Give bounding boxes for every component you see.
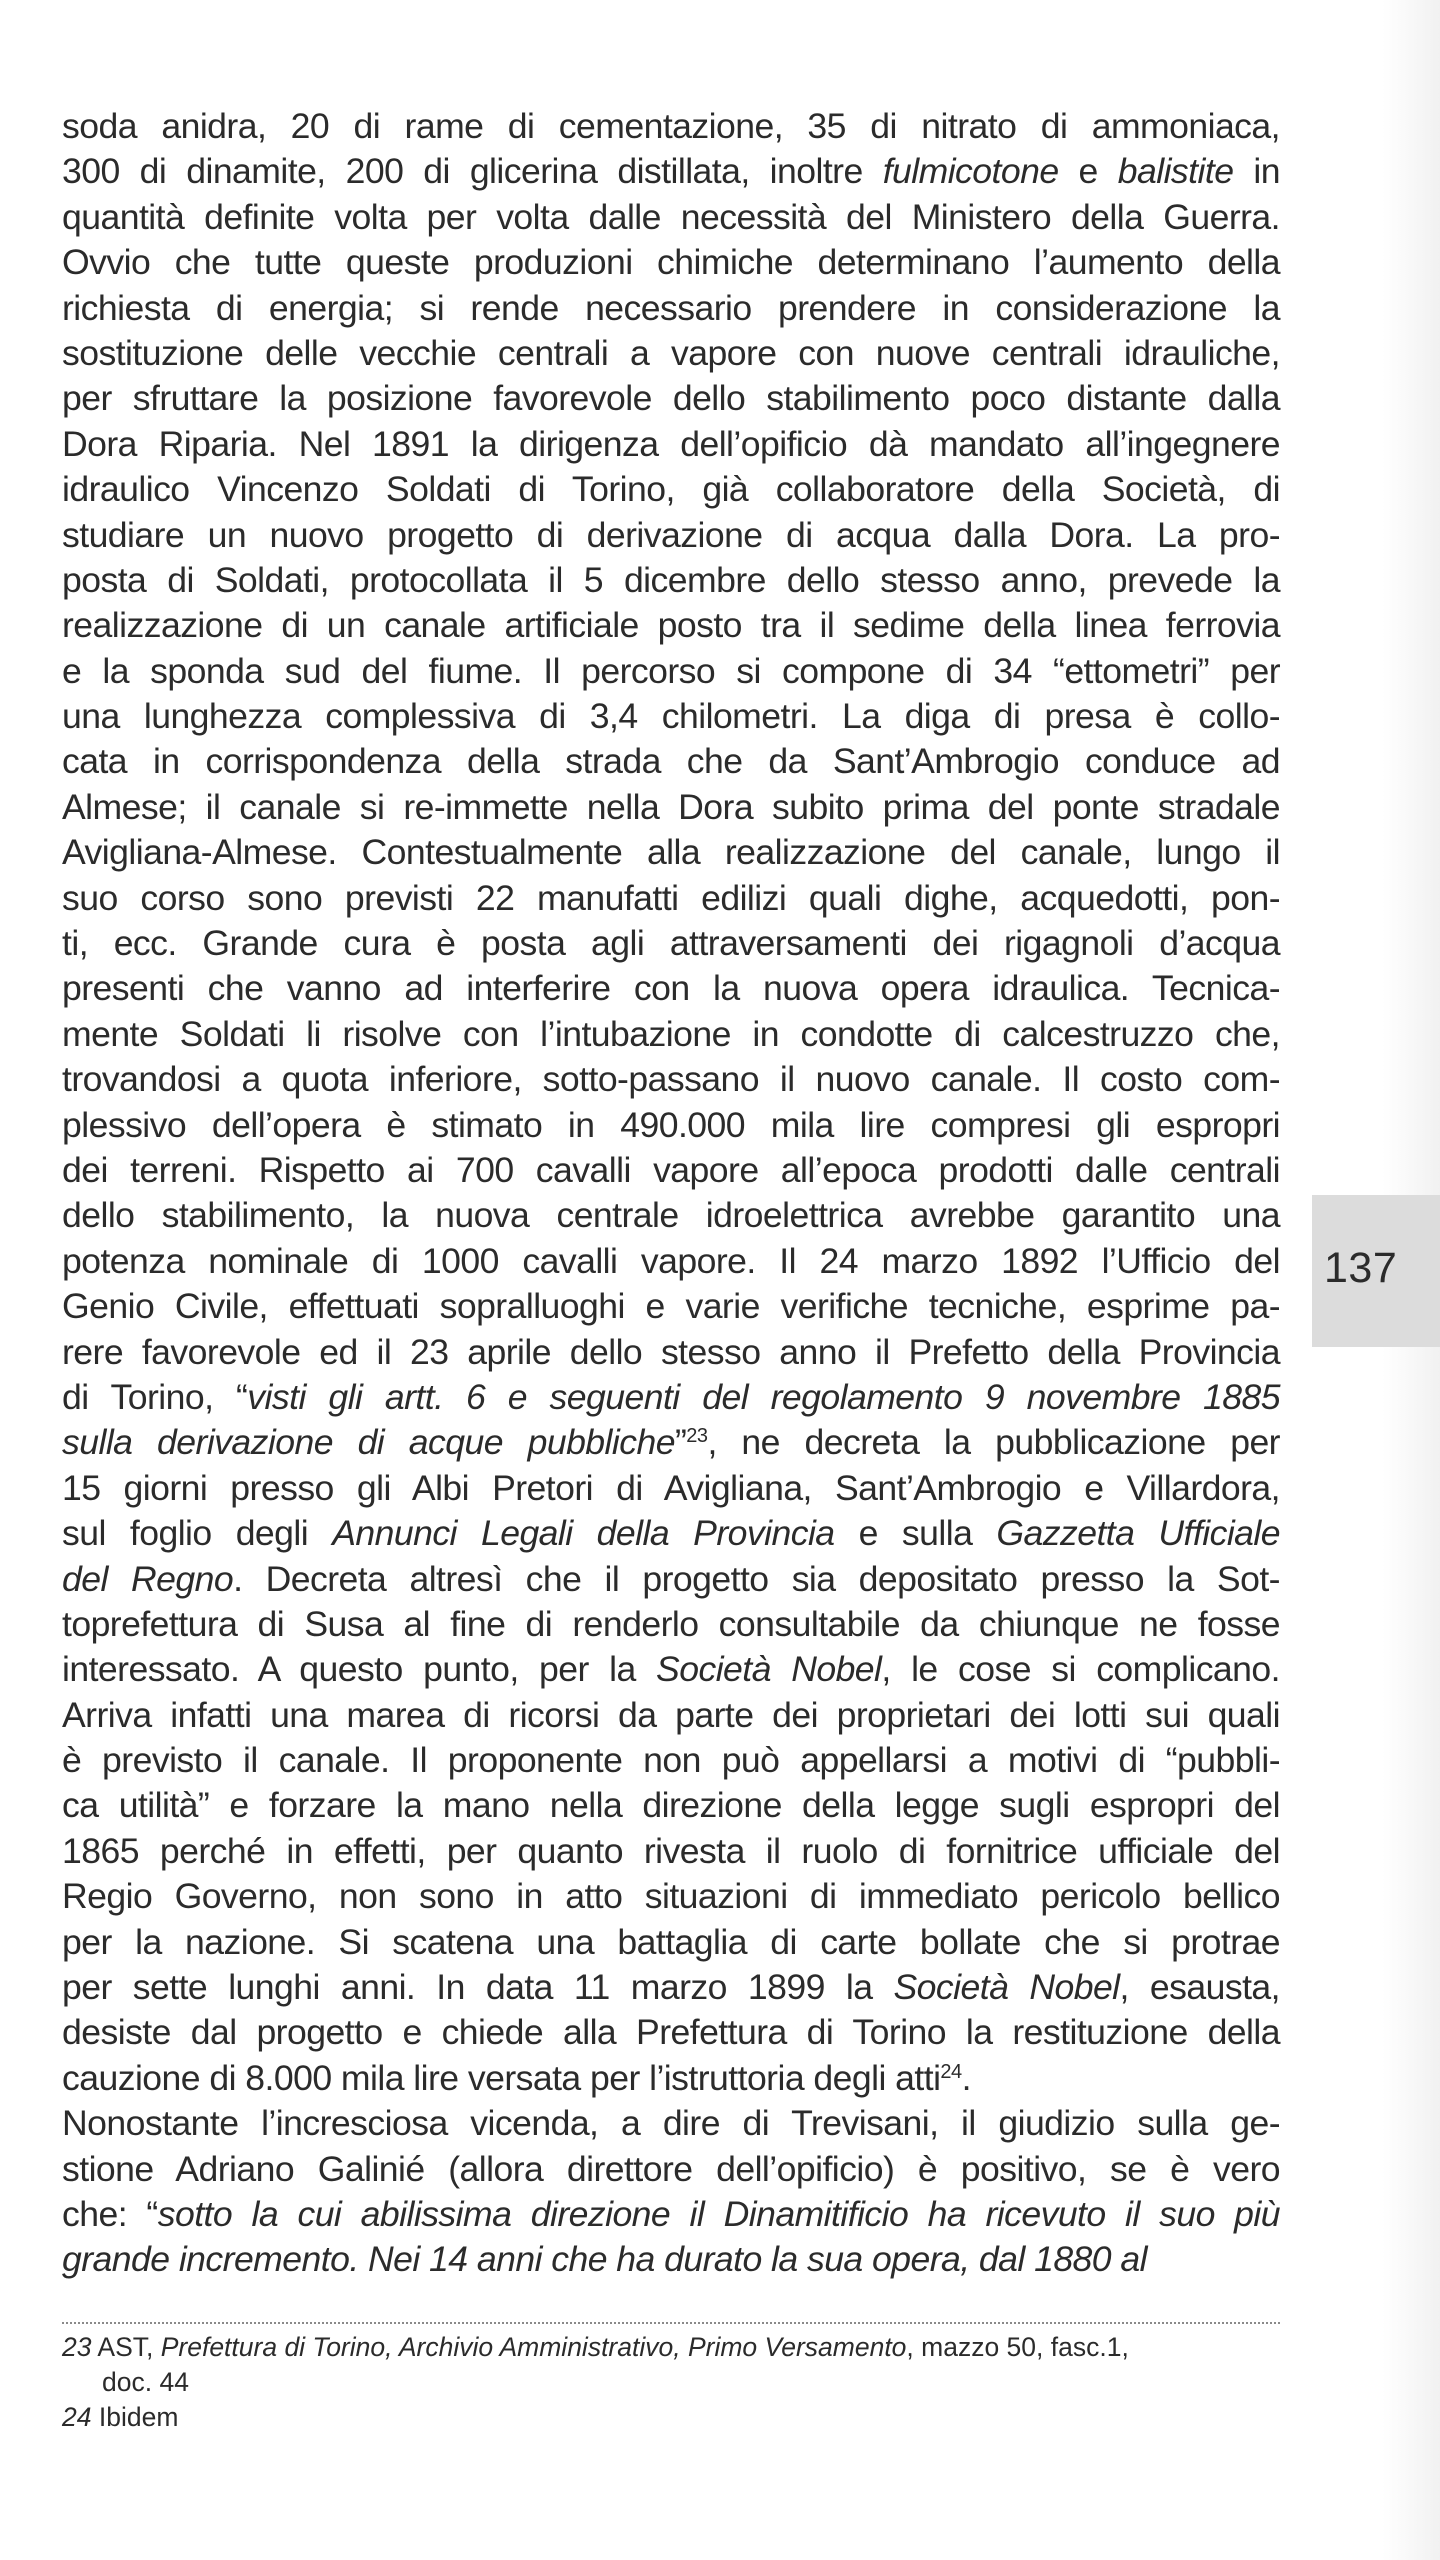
italic-text: sotto la cui abilissima direzione il Dinamitificio ha ricevuto il suo più bbox=[157, 2193, 1281, 2234]
text-segment: per sette lunghi anni. In data 11 marzo 1899 la bbox=[62, 1967, 894, 2008]
text-segment: ” bbox=[674, 1422, 687, 1463]
text-segment: Avigliana-Almese. Contestualmente alla realizzazione del canale, lungo il bbox=[62, 832, 1280, 873]
italic-text: fulmicotone bbox=[882, 151, 1059, 192]
footnote-text: Ibidem bbox=[98, 2402, 179, 2432]
text-line bbox=[62, 1783, 1280, 1828]
text-segment: realizzazione di un canale artificiale posto tra il sedime della linea ferrovia bbox=[62, 605, 1280, 646]
text-segment: . bbox=[961, 2057, 971, 2098]
text-line bbox=[62, 240, 1280, 285]
text-line bbox=[62, 1193, 1280, 1238]
text-segment: una lunghezza complessiva di 3,4 chilometri. La diga di presa è collo- bbox=[62, 696, 1280, 737]
text-line bbox=[62, 104, 1280, 149]
text-line bbox=[62, 1239, 1280, 1284]
text-line bbox=[62, 876, 1280, 921]
text-line bbox=[62, 149, 1280, 194]
text-line bbox=[62, 1920, 1280, 1965]
text-line bbox=[62, 1148, 1280, 1193]
text-segment: Nonostante l’incresciosa vicenda, a dire di Trevisani, il giudizio sulla ge- bbox=[62, 2103, 1280, 2144]
text-segment: sul foglio degli bbox=[62, 1513, 333, 1554]
main-body-text bbox=[62, 104, 1280, 2283]
text-segment: e la sponda sud del fiume. Il percorso si compone di 34 “ettometri” per bbox=[62, 650, 1280, 691]
italic-text: Gazzetta Ufficiale bbox=[996, 1513, 1281, 1554]
text-segment: , esausta, bbox=[1119, 1967, 1280, 2008]
text-segment: stione Adriano Galinié (allora direttore dell’opificio) è positivo, se è vero bbox=[62, 2148, 1280, 2189]
text-line bbox=[62, 1829, 1280, 1874]
italic-text: visti gli artt. 6 e seguenti del regolamento 9 novembre 1885 bbox=[247, 1376, 1280, 1417]
footnote-detail: , mazzo 50, fasc.1, bbox=[906, 2332, 1129, 2362]
text-segment: ca utilità” e forzare la mano nella direzione della legge sugli espropri del bbox=[62, 1785, 1280, 1826]
text-segment: presenti che vanno ad interferire con la nuova opera idraulica. Tecnica- bbox=[62, 968, 1280, 1009]
text-segment: sostituzione delle vecchie centrali a vapore con nuove centrali idrauliche, bbox=[62, 332, 1280, 373]
text-segment: cauzione di 8.000 mila lire versata per l’istruttoria degli atti bbox=[62, 2057, 941, 2098]
text-line bbox=[62, 376, 1280, 421]
text-line bbox=[62, 1103, 1280, 1148]
text-line bbox=[62, 195, 1280, 240]
page-number: 137 bbox=[1324, 1244, 1398, 1292]
text-line bbox=[62, 1693, 1280, 1738]
text-line bbox=[62, 1375, 1280, 1420]
text-segment: Genio Civile, effettuati sopralluoghi e varie verifiche tecniche, esprime pa- bbox=[62, 1286, 1280, 1327]
text-segment: e bbox=[1058, 151, 1118, 192]
text-line bbox=[62, 1284, 1280, 1329]
text-segment: di Torino, “ bbox=[62, 1376, 248, 1417]
text-line bbox=[62, 2147, 1280, 2192]
italic-text: balistite bbox=[1117, 151, 1234, 192]
text-line bbox=[62, 694, 1280, 739]
italic-text: Società Nobel bbox=[656, 1649, 882, 1690]
text-line bbox=[62, 1466, 1280, 1511]
text-line bbox=[62, 422, 1280, 467]
footnotes bbox=[62, 2330, 1292, 2435]
text-segment: è previsto il canale. Il proponente non può appellarsi a motivi di “pubbli- bbox=[62, 1740, 1280, 1781]
text-segment: posta di Soldati, protocollata il 5 dicembre dello stesso anno, prevede la bbox=[62, 559, 1280, 600]
text-line bbox=[62, 467, 1280, 512]
text-segment: trovandosi a quota inferiore, sotto-passano il nuovo canale. Il costo com- bbox=[62, 1059, 1280, 1100]
text-line bbox=[62, 558, 1280, 603]
text-segment: quantità definite volta per volta dalle necessità del Ministero della Guerra. bbox=[62, 196, 1280, 237]
text-segment: ti, ecc. Grande cura è posta agli attraversamenti dei rigagnoli d’acqua bbox=[62, 923, 1280, 964]
text-line bbox=[62, 1602, 1280, 1647]
text-segment: plessivo dell’opera è stimato in 490.000 mila lire compresi gli espropri bbox=[62, 1104, 1280, 1145]
text-segment: dei terreni. Rispetto ai 700 cavalli vapore all’epoca prodotti dalle centrali bbox=[62, 1149, 1280, 1190]
text-line bbox=[62, 286, 1280, 331]
text-segment: 1865 perché in effetti, per quanto rivesta il ruolo di fornitrice ufficiale del bbox=[62, 1830, 1280, 1871]
text-line bbox=[62, 2101, 1280, 2146]
text-line bbox=[62, 2192, 1280, 2237]
text-line bbox=[62, 649, 1280, 694]
text-segment: per sfruttare la posizione favorevole dello stabilimento poco distante dalla bbox=[62, 378, 1280, 419]
footnote-ref: 24 bbox=[940, 2060, 962, 2083]
italic-text: grande incremento. Nei 14 anni che ha durato la sua opera, dal 1880 al bbox=[62, 2239, 1147, 2280]
footnote-title: Prefettura di Torino, Archivio Amministrativo, Primo Versamento bbox=[160, 2332, 907, 2362]
text-segment: idraulico Vincenzo Soldati di Torino, già collaboratore della Società, di bbox=[62, 469, 1280, 510]
italic-text: Società Nobel bbox=[893, 1967, 1120, 2008]
text-segment: Arriva infatti una marea di ricorsi da parte dei proprietari dei lotti sui quali bbox=[62, 1694, 1280, 1735]
text-segment: potenza nominale di 1000 cavalli vapore. Il 24 marzo 1892 l’Ufficio del bbox=[62, 1240, 1280, 1281]
text-line bbox=[62, 1057, 1280, 1102]
text-segment: mente Soldati li risolve con l’intubazione in condotte di calcestruzzo che, bbox=[62, 1013, 1280, 1054]
text-segment: Ovvio che tutte queste produzioni chimiche determinano l’aumento della bbox=[62, 242, 1280, 283]
text-line bbox=[62, 830, 1280, 875]
text-segment: e sulla bbox=[834, 1513, 997, 1554]
text-line bbox=[62, 1012, 1280, 1057]
text-segment: toprefettura di Susa al fine di renderlo consultabile da chiunque ne fosse bbox=[62, 1603, 1280, 1644]
text-line bbox=[62, 2237, 1280, 2282]
footnote-source: AST, bbox=[97, 2332, 161, 2362]
text-segment: rere favorevole ed il 23 aprile dello stesso anno il Prefetto della Provincia bbox=[62, 1331, 1280, 1372]
footnote-23-continuation: doc. 44 bbox=[102, 2367, 189, 2397]
text-segment: 300 di dinamite, 200 di glicerina distillata, inoltre bbox=[62, 151, 883, 192]
text-line bbox=[62, 966, 1280, 1011]
text-line bbox=[62, 739, 1280, 784]
footnote-separator bbox=[62, 2322, 1280, 2324]
text-line bbox=[62, 1330, 1280, 1375]
text-segment: interessato. A questo punto, per la bbox=[62, 1649, 657, 1690]
text-line bbox=[62, 785, 1280, 830]
text-segment: Dora Riparia. Nel 1891 la dirigenza dell’opificio dà mandato all’ingegnere bbox=[62, 423, 1280, 464]
text-line bbox=[62, 1647, 1280, 1692]
text-segment: studiare un nuovo progetto di derivazione di acqua dalla Dora. La pro- bbox=[62, 514, 1280, 555]
italic-text: Annunci Legali della Provincia bbox=[332, 1513, 835, 1554]
text-line bbox=[62, 1874, 1280, 1919]
text-segment: soda anidra, 20 di rame di cementazione, 35 di nitrato di ammoniaca, bbox=[62, 106, 1280, 146]
text-segment: cata in corrispondenza della strada che da Sant’Ambrogio conduce ad bbox=[62, 741, 1280, 782]
text-line bbox=[62, 2056, 1280, 2101]
text-line bbox=[62, 603, 1280, 648]
text-segment: in bbox=[1233, 151, 1280, 192]
text-segment: , ne decreta la pubblicazione per bbox=[707, 1422, 1280, 1463]
text-segment: Regio Governo, non sono in atto situazioni di immediato pericolo bellico bbox=[62, 1876, 1280, 1917]
text-segment: che: “ bbox=[62, 2193, 158, 2234]
text-segment: desiste dal progetto e chiede alla Prefettura di Torino la restituzione della bbox=[62, 2012, 1280, 2053]
text-line bbox=[62, 2010, 1280, 2055]
text-segment: per la nazione. Si scatena una battaglia di carte bollate che si protrae bbox=[62, 1921, 1280, 1962]
text-line bbox=[62, 1420, 1280, 1465]
footnote-23 bbox=[62, 2330, 1292, 2365]
footnote-24 bbox=[62, 2400, 1292, 2435]
text-segment: , le cose si complicano. bbox=[881, 1649, 1280, 1690]
text-line bbox=[62, 1738, 1280, 1783]
text-line bbox=[62, 1965, 1280, 2010]
footnote-number: 24 bbox=[62, 2402, 92, 2432]
text-segment: . Decreta altresì che il progetto sia depositato presso la Sot- bbox=[233, 1558, 1280, 1599]
text-line bbox=[62, 921, 1280, 966]
text-line bbox=[62, 1557, 1280, 1602]
text-segment: 15 giorni presso gli Albi Pretori di Avigliana, Sant’Ambrogio e Villardora, bbox=[62, 1467, 1280, 1508]
footnote-ref: 23 bbox=[686, 1425, 708, 1448]
footnote-number: 23 bbox=[62, 2332, 92, 2362]
text-line bbox=[62, 331, 1280, 376]
text-segment: richiesta di energia; si rende necessario prendere in considerazione la bbox=[62, 287, 1280, 328]
text-segment: Almese; il canale si re-immette nella Dora subito prima del ponte stradale bbox=[62, 786, 1280, 827]
text-segment: dello stabilimento, la nuova centrale idroelettrica avrebbe garantito una bbox=[62, 1195, 1280, 1236]
text-segment: suo corso sono previsti 22 manufatti edilizi quali dighe, acquedotti, pon- bbox=[62, 877, 1280, 918]
italic-text: sulla derivazione di acque pubbliche bbox=[62, 1422, 675, 1463]
text-line bbox=[62, 1511, 1280, 1556]
text-line bbox=[62, 513, 1280, 558]
italic-text: del Regno bbox=[62, 1558, 234, 1599]
